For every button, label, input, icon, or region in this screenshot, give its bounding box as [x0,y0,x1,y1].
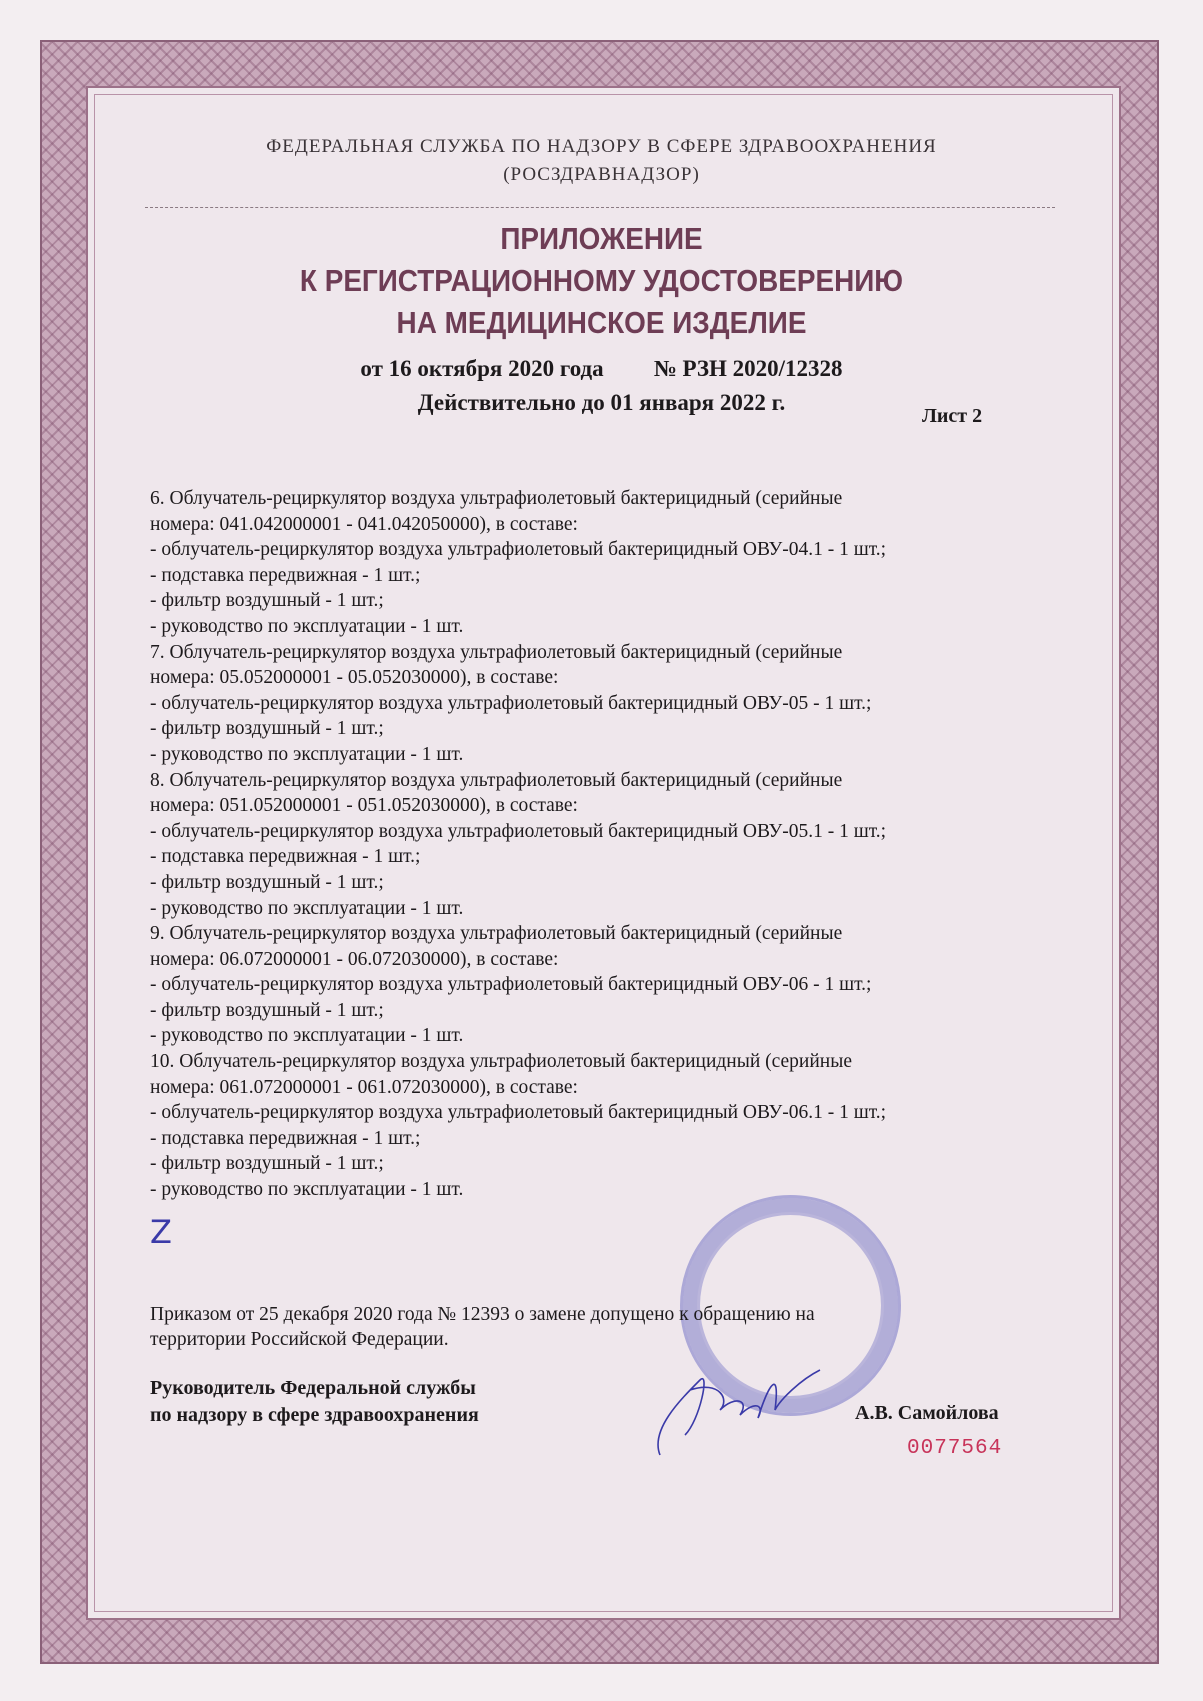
body-line: - подставка передвижная - 1 шт.; [150,564,421,586]
document-body [150,486,1050,1203]
body-line: - руководство по эксплуатации - 1 шт. [150,1025,464,1047]
body-line: - фильтр воздушный - 1 шт.; [150,1153,384,1175]
registration-number: № РЗН 2020/12328 [653,356,843,381]
body-line: - руководство по эксплуатации - 1 шт. [150,615,464,637]
body-line: - подставка передвижная - 1 шт.; [150,846,421,868]
signatory-title-line: по надзору в сфере здравоохранения [150,1404,479,1426]
body-line: 9. Облучатель-рециркулятор воздуха ультрафиолетовый бактерицидный (серийные [150,923,843,945]
registration-date: от 16 октября 2020 года [360,356,604,381]
agency-header [0,133,1203,189]
serial-number: 0077564 [907,1437,1003,1460]
signatory-title-line: Руководитель Федеральной службы [150,1377,476,1399]
body-line: 10. Облучатель-рециркулятор воздуха ультрафиолетовый бактерицидный (серийные [150,1051,852,1073]
body-line: - руководство по эксплуатации - 1 шт. [150,743,464,765]
body-line: номера: 061.072000001 - 061.072030000), в составе: [150,1076,578,1098]
body-line: 6. Облучатель-рециркулятор воздуха ультрафиолетовый бактерицидный (серийные [150,488,843,509]
sheet-number: Лист 2 [922,405,983,427]
body-line: - руководство по эксплуатации - 1 шт. [150,1179,464,1201]
body-line: - облучатель-рециркулятор воздуха ультрафиолетовый бактерицидный ОВУ-04.1 - 1 шт.; [150,539,887,561]
divider [145,207,1055,208]
body-line: номера: 05.052000001 - 05.052030000), в составе: [150,667,559,689]
document-title [60,218,1143,344]
registration-meta [0,352,1203,420]
body-line: - облучатель-рециркулятор воздуха ультрафиолетовый бактерицидный ОВУ-05 - 1 шт.; [150,692,872,714]
order-line: территории Российской Федерации. [150,1329,449,1350]
body-line: - облучатель-рециркулятор воздуха ультрафиолетовый бактерицидный ОВУ-06 - 1 шт.; [150,974,872,996]
title-line: НА МЕДИЦИНСКОЕ ИЗДЕЛИЕ [396,305,807,340]
body-line: - облучатель-рециркулятор воздуха ультрафиолетовый бактерицидный ОВУ-05.1 - 1 шт.; [150,820,887,842]
body-line: - руководство по эксплуатации - 1 шт. [150,897,464,919]
title-line: ПРИЛОЖЕНИЕ [500,221,703,256]
body-line: номера: 051.052000001 - 051.052030000), в составе: [150,795,578,817]
valid-until: Действительно до 01 января 2022 г. [417,390,786,415]
body-line: - фильтр воздушный - 1 шт.; [150,590,384,612]
body-line: 8. Облучатель-рециркулятор воздуха ультрафиолетовый бактерицидный (серийные [150,769,843,791]
agency-name: ФЕДЕРАЛЬНАЯ СЛУЖБА ПО НАДЗОРУ В СФЕРЕ ЗДРАВООХРАНЕНИЯ [266,136,937,157]
body-line: 7. Облучатель-рециркулятор воздуха ультрафиолетовый бактерицидный (серийные [150,641,843,663]
body-line: номера: 041.042000001 - 041.042050000), в составе: [150,513,578,535]
signature [640,1340,840,1470]
order-line: Приказом от 25 декабря 2020 года № 12393 о замене допущено к обращению на [150,1304,815,1325]
agency-abbr: (РОСЗДРАВНАДЗОР) [503,164,700,185]
body-line: - фильтр воздушный - 1 шт.; [150,718,384,740]
signatory-title [150,1375,479,1429]
body-line: номера: 06.072000001 - 06.072030000), в составе: [150,948,559,970]
body-line: - фильтр воздушный - 1 шт.; [150,871,384,893]
handwritten-mark: Z [150,1213,172,1251]
body-line: - подставка передвижная - 1 шт.; [150,1127,421,1149]
signatory-name: А.В. Самойлова [855,1402,999,1424]
title-line: К РЕГИСТРАЦИОННОМУ УДОСТОВЕРЕНИЮ [299,263,904,298]
body-line: - фильтр воздушный - 1 шт.; [150,999,384,1021]
body-line: - облучатель-рециркулятор воздуха ультрафиолетовый бактерицидный ОВУ-06.1 - 1 шт.; [150,1102,887,1124]
